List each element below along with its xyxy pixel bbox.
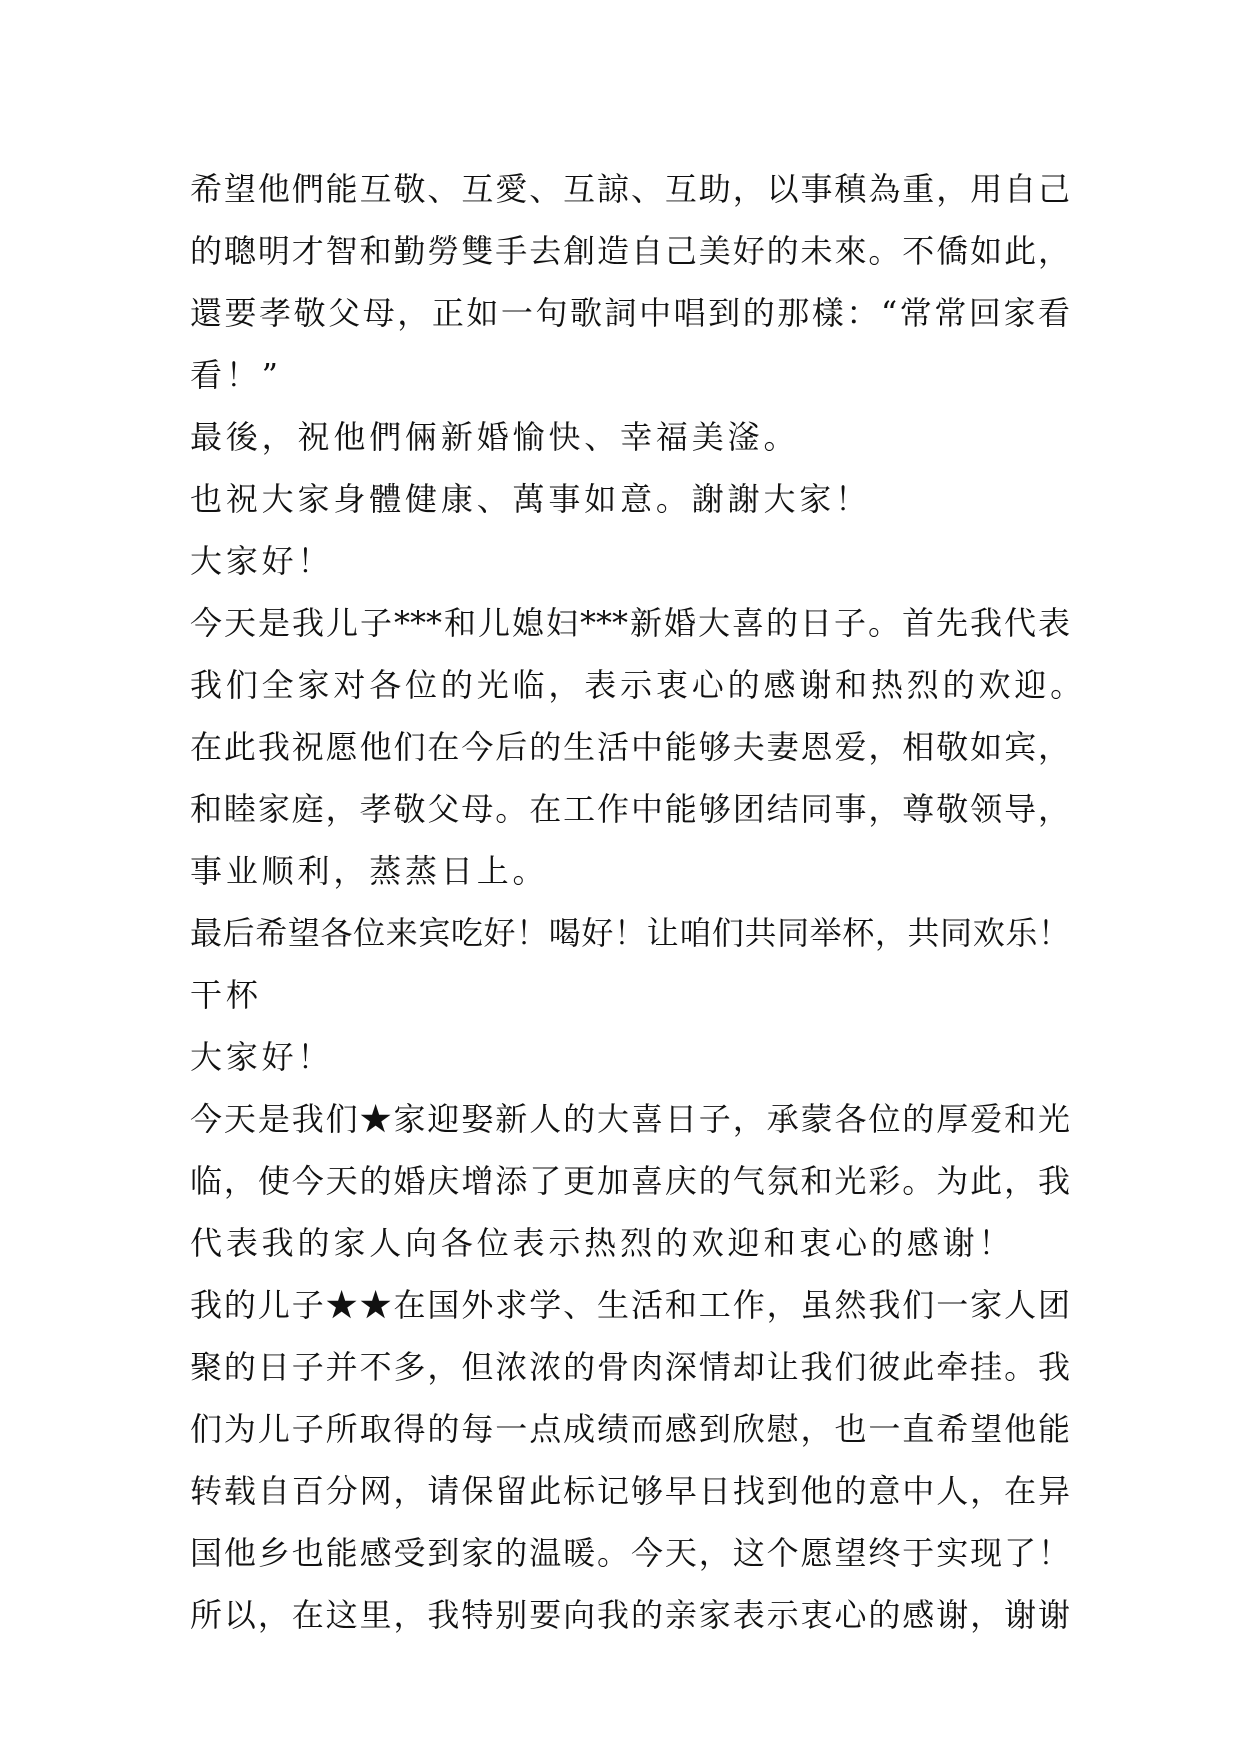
text-line: 希望他們能互敬、互愛、互諒、互助，以事稹為重，用自己 <box>190 170 1070 208</box>
text-line: 最後，祝他們倆新婚愉快、幸福美滏。 <box>190 418 800 456</box>
text-line: 转载自百分网，请保留此标记够早日找到他的意中人，在异 <box>190 1472 1070 1510</box>
text-line: 所以，在这里，我特别要向我的亲家表示衷心的感谢，谢谢 <box>190 1596 1070 1634</box>
text-line: 事业顺利，蒸蒸日上。 <box>190 852 549 890</box>
text-line: 的聰明才智和勤勞雙手去創造自己美好的未來。不僑如此， <box>190 232 1070 270</box>
text-line: 看！” <box>190 356 282 394</box>
text-line: 今天是我儿子***和儿媳妇***新婚大喜的日子。首先我代表 <box>190 604 1070 642</box>
text-line: 今天是我们★家迎娶新人的大喜日子，承蒙各位的厚爱和光 <box>190 1100 1070 1138</box>
text-line: 大家好！ <box>190 542 334 580</box>
text-line: 最后希望各位来宾吃好！喝好！让咱们共同举杯，共同欢乐！ <box>190 914 1070 952</box>
text-line: 临，使今天的婚庆增添了更加喜庆的气氛和光彩。为此，我 <box>190 1162 1070 1200</box>
text-line: 在此我祝愿他们在今后的生活中能够夫妻恩爱，相敬如宾， <box>190 728 1070 766</box>
text-line: 也祝大家身體健康、萬事如意。謝謝大家！ <box>190 480 871 518</box>
text-line: 我们全家对各位的光临，表示衷心的感谢和热烈的欢迎。 <box>190 666 1087 704</box>
document-body <box>190 158 1087 1646</box>
text-line: 和睦家庭，孝敬父母。在工作中能够团结同事，尊敬领导， <box>190 790 1070 828</box>
text-line: 国他乡也能感受到家的温暖。今天，这个愿望终于实现了！ <box>190 1534 1070 1572</box>
text-line: 聚的日子并不多，但浓浓的骨肉深情却让我们彼此牵挂。我 <box>190 1348 1070 1386</box>
text-line: 還要孝敬父母，正如一句歌詞中唱到的那樣：“常常回家看 <box>190 294 1070 332</box>
text-line: 代表我的家人向各位表示热烈的欢迎和衷心的感谢！ <box>190 1224 1015 1262</box>
text-line: 干杯 <box>190 976 262 1014</box>
text-line: 大家好！ <box>190 1038 334 1076</box>
text-line: 我的儿子★★在国外求学、生活和工作，虽然我们一家人团 <box>190 1286 1070 1324</box>
text-line: 们为儿子所取得的每一点成绩而感到欣慰，也一直希望他能 <box>190 1410 1070 1448</box>
